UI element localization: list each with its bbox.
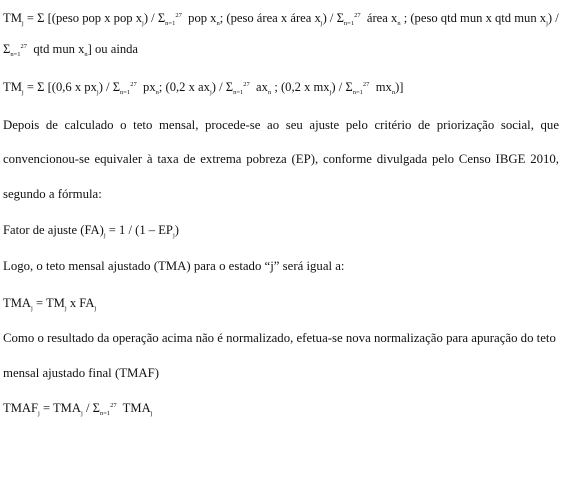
subscript: j <box>21 89 24 96</box>
subscript: j <box>172 232 175 239</box>
formula-text: / Σ <box>82 401 100 415</box>
subscript: j <box>38 410 40 417</box>
formula-symbol: TM <box>3 11 22 25</box>
paragraph-line: Logo, o teto mensal ajustado (TMA) para o estado “j” será igual a: <box>3 259 345 273</box>
formula-text: ) / Σ <box>143 11 166 25</box>
sum-upper-bound: 27 <box>20 43 28 50</box>
sum-lower-bound: n=1 <box>10 51 21 58</box>
formula-text: ) / Σ <box>211 80 234 94</box>
formula-text: px <box>136 80 156 94</box>
formula-text: ) <box>174 223 179 237</box>
subscript: n <box>84 51 88 58</box>
subscript: j <box>103 232 106 239</box>
formula-text: ; (peso qtd mun x qtd mun x <box>400 11 547 25</box>
formula-text: ax <box>249 80 268 94</box>
subscript: j <box>96 89 99 96</box>
subscript: j <box>64 305 67 312</box>
sum-lower-bound: n=1 <box>120 89 131 96</box>
formula-text: ) / Σ <box>331 80 353 94</box>
formula-text: pop x <box>181 11 217 25</box>
formula-text: mx <box>369 80 392 94</box>
sum-upper-bound: 27 <box>354 12 361 19</box>
formula-text: Fator de ajuste (FA) <box>3 223 104 237</box>
subscript: j <box>329 89 332 96</box>
formula-text: = TM <box>32 296 65 310</box>
sum-upper-bound: 27 <box>175 12 182 19</box>
subscript: j <box>31 305 33 312</box>
formula-text: TMAF <box>3 401 38 415</box>
formula-text: ; (0,2 x mx <box>271 80 330 94</box>
subscript: j <box>21 20 24 27</box>
subscript: n <box>155 89 159 96</box>
formula-text: ) / <box>547 11 559 25</box>
formula-teto-ajustado <box>3 295 96 311</box>
paragraph-line: convencionou-se equivaler à taxa de extrema pobreza (EP), conforme divulgada pelo Censo IBGE 2010, <box>3 152 559 166</box>
sum-upper-bound: 27 <box>130 81 137 88</box>
subscript: n <box>397 20 401 27</box>
formula-text: x FA <box>66 296 95 310</box>
formula-text: = Σ [(0,6 x px <box>23 80 97 94</box>
sum-upper-bound: 27 <box>110 402 117 409</box>
sum-upper-bound: 27 <box>243 81 250 88</box>
formula-teto-mensal-line-2 <box>3 41 138 57</box>
formula-fator-ajuste <box>3 222 179 238</box>
sigma-symbol: Σ <box>3 42 11 56</box>
formula-text: = 1 / (1 – EP <box>105 223 173 237</box>
formula-symbol: TM <box>3 80 22 94</box>
formula-text: TMA <box>3 296 31 310</box>
formula-text: área x <box>360 11 398 25</box>
sum-lower-bound: n=1 <box>99 410 111 417</box>
paragraph-line: Depois de calculado o teto mensal, procede-se ao seu ajuste pelo critério de priorização social, que <box>3 118 559 132</box>
formula-text: )] <box>395 80 404 94</box>
subscript: n <box>391 89 396 96</box>
subscript: j <box>546 20 548 27</box>
subscript: j <box>94 305 97 312</box>
subscript: j <box>209 89 212 96</box>
subscript: j <box>320 20 323 27</box>
paragraph-line: Como o resultado da operação acima não é normalizado, efetua-se nova normalização para apuração do teto <box>3 331 556 345</box>
formula-text: TMA <box>116 401 151 415</box>
subscript: j <box>80 410 83 417</box>
formula-text: = Σ [(peso pop x pop x <box>23 11 143 25</box>
formula-teto-mensal-line-1 <box>3 10 559 26</box>
formula-text: = TMA <box>39 401 81 415</box>
formula-teto-mensal-numerico <box>3 79 403 95</box>
formula-text: ) / Σ <box>98 80 121 94</box>
subscript: n <box>267 89 272 96</box>
formula-text: qtd mun x <box>27 42 85 56</box>
subscript: n <box>216 20 220 27</box>
paragraph-line: segundo a fórmula: <box>3 187 102 201</box>
paragraph-line: mensal ajustado final (TMAF) <box>3 366 160 380</box>
formula-teto-ajustado-final <box>3 400 152 416</box>
sum-lower-bound: n=1 <box>352 89 363 96</box>
subscript: j <box>150 410 153 417</box>
sum-upper-bound: 27 <box>362 81 370 88</box>
sum-lower-bound: n=1 <box>233 89 244 96</box>
formula-text: ; (peso área x área x <box>219 11 321 25</box>
subscript: j <box>142 20 144 27</box>
sum-lower-bound: n=1 <box>343 20 355 27</box>
sum-lower-bound: n=1 <box>165 20 176 27</box>
formula-text: ; (0,2 x ax <box>158 80 210 94</box>
formula-text: ] ou ainda <box>87 42 138 56</box>
formula-text: ) / Σ <box>322 11 344 25</box>
